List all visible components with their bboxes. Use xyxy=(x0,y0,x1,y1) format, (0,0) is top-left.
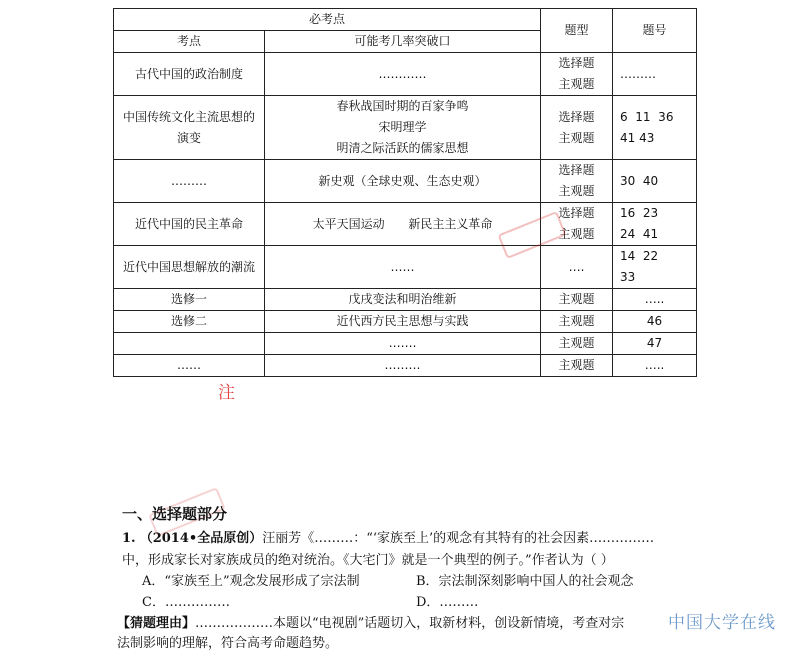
row-number: 6 11 36 xyxy=(620,109,674,124)
header-breakthrough: 可能考几率突破口 xyxy=(265,31,541,53)
site-watermark: 中国大学在线 xyxy=(668,613,776,633)
row-type: 主观题 xyxy=(558,227,595,241)
content-line: 明清之际活跃的儒家思想 xyxy=(336,141,469,155)
row-number: 16 23 xyxy=(620,206,659,220)
row-number: 33 xyxy=(620,270,636,284)
row-types: 主观题 xyxy=(541,333,613,355)
table-row xyxy=(114,355,697,377)
row-kaodian: 中国传统文化主流思想的演变 xyxy=(114,96,265,160)
row-number: 41 43 xyxy=(620,130,655,145)
row-type: 选择题 xyxy=(558,206,595,220)
row-numbers: 46 xyxy=(613,311,697,333)
row-content xyxy=(265,96,541,160)
question-source: （2014•全品原创） xyxy=(139,531,263,546)
row-types: 主观题 xyxy=(541,355,613,377)
row-kaodian: 选修二 xyxy=(114,311,265,333)
header-group: 必考点 xyxy=(114,9,541,31)
table-row xyxy=(114,311,697,333)
row-type: 选择题 xyxy=(558,109,595,124)
row-types xyxy=(541,160,613,203)
table-row xyxy=(114,203,697,246)
row-number: 24 41 xyxy=(620,227,659,241)
table-row xyxy=(114,53,697,96)
content-line: 春秋战国时期的百家争鸣 xyxy=(336,99,469,113)
row-kaodian: …… xyxy=(114,355,265,377)
header-kaodian: 考点 xyxy=(114,31,265,53)
question-number: 1. xyxy=(122,531,136,546)
table-row xyxy=(114,246,697,289)
row-kaodian: 近代中国思想解放的潮流 xyxy=(114,246,265,289)
reason-tag: 【猜题理由】 xyxy=(117,616,196,631)
row-type: 主观题 xyxy=(558,77,595,91)
row-kaodian: 近代中国的民主革命 xyxy=(114,203,265,246)
row-numbers: ……… xyxy=(613,53,697,96)
row-numbers xyxy=(613,96,697,160)
row-types: …. xyxy=(541,246,613,289)
reason-text: ………………本题以“电视剧”话题切入，取新材料，创设新情境，考查对宗 xyxy=(195,616,625,631)
reason-line1 xyxy=(117,612,624,631)
row-numbers: 30 40 xyxy=(613,160,697,203)
row-content: ………… xyxy=(265,53,541,96)
option-b: B．宗法制深刻影响中国人的社会观念 xyxy=(416,574,634,589)
content-item: 太平天国运动 xyxy=(312,216,385,231)
section-title: 一、选择题部分 xyxy=(122,505,228,523)
question-stem-text: 汪丽芳《………：“‘家族至上’的观念有其特有的社会因素…………… xyxy=(262,531,655,546)
table-row xyxy=(114,160,697,203)
row-types: 主观题 xyxy=(541,289,613,311)
row-types: 主观题 xyxy=(541,311,613,333)
table-row xyxy=(114,289,697,311)
option-d: D．……… xyxy=(416,595,479,610)
row-kaodian: 选修一 xyxy=(114,289,265,311)
row-numbers: ….. xyxy=(613,355,697,377)
row-kaodian: ……… xyxy=(114,160,265,203)
row-types xyxy=(541,53,613,96)
option-c: C．…………… xyxy=(142,595,230,610)
question-stem-line1 xyxy=(122,527,654,546)
row-numbers xyxy=(613,203,697,246)
row-types xyxy=(541,96,613,160)
row-type: 选择题 xyxy=(558,163,595,177)
row-kaodian xyxy=(114,333,265,355)
row-content: ……… xyxy=(265,355,541,377)
row-type: 选择题 xyxy=(558,56,595,70)
content-line: 宋明理学 xyxy=(378,120,427,134)
row-kaodian: 古代中国的政治制度 xyxy=(114,53,265,96)
table-row xyxy=(114,333,697,355)
table-row xyxy=(114,96,697,160)
row-type: 主观题 xyxy=(558,130,595,145)
row-numbers: 47 xyxy=(613,333,697,355)
option-a: A．“家族至上”观念发展形成了宗法制 xyxy=(142,574,360,589)
row-numbers xyxy=(613,246,697,289)
header-number: 题号 xyxy=(613,9,697,53)
content-item: 新民主主义革命 xyxy=(408,216,493,231)
row-content: …… xyxy=(265,246,541,289)
row-content: 戊戌变法和明治维新 xyxy=(265,289,541,311)
row-content: ……. xyxy=(265,333,541,355)
reason-line2: 法制影响的理解，符合高考命题趋势。 xyxy=(117,636,339,651)
header-type: 题型 xyxy=(541,9,613,53)
row-content: 近代西方民主思想与实践 xyxy=(265,311,541,333)
row-content: 新史观（全球史观、生态史观） xyxy=(265,160,541,203)
red-annotation-glyph: 注 xyxy=(218,383,235,403)
question-stem-line2: 中，形成家长对家族成员的绝对统治。《大宅门》就是一个典型的例子。”作者认为（ ） xyxy=(122,553,614,568)
row-number: 14 22 xyxy=(620,249,659,263)
exam-table xyxy=(113,8,697,377)
row-numbers: ….. xyxy=(613,289,697,311)
row-type: 主观题 xyxy=(558,184,595,198)
